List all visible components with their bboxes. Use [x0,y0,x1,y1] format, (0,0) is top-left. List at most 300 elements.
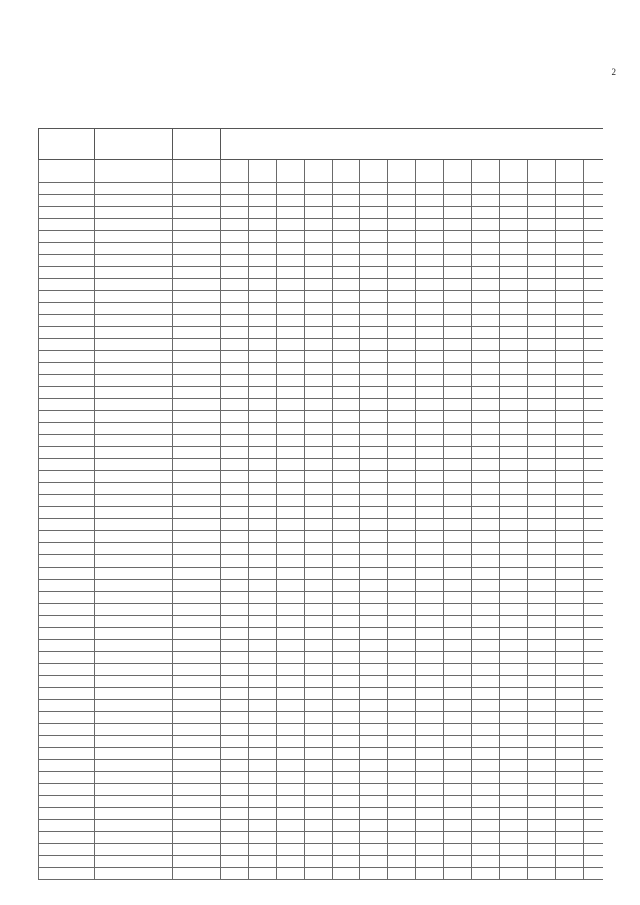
table-cell [332,207,360,219]
table-cell [527,483,555,495]
table-cell [95,279,173,291]
table-cell [248,735,276,747]
table-cell [416,615,444,627]
table-cell [499,783,527,795]
table-cell [248,303,276,315]
table-cell [527,291,555,303]
table-cell [416,675,444,687]
table-cell [527,183,555,195]
table-cell [221,555,249,567]
table-cell [248,579,276,591]
table-cell [39,255,95,267]
table-cell [555,351,583,363]
table-cell [276,579,304,591]
table-cell [416,339,444,351]
table-cell [444,519,472,531]
table-cell [95,555,173,567]
table-cell [360,495,388,507]
table-cell [276,591,304,603]
table-row [39,579,604,591]
table-cell [583,327,603,339]
table-cell [388,471,416,483]
table-cell [221,747,249,759]
table-cell [583,759,603,771]
table-row [39,843,604,855]
table-cell [444,315,472,327]
column-header-cell [248,160,276,183]
table-cell [304,687,332,699]
table-cell [388,291,416,303]
table-cell [248,831,276,843]
table-cell [472,711,500,723]
table-cell [444,579,472,591]
table-cell [39,555,95,567]
table-row [39,771,604,783]
table-cell [388,231,416,243]
table-cell [360,195,388,207]
table-cell [472,447,500,459]
table-cell [444,339,472,351]
table-row [39,459,604,471]
table-cell [472,483,500,495]
table-cell [221,447,249,459]
table-cell [248,783,276,795]
table-cell [173,795,221,807]
table-cell [248,183,276,195]
table-cell [248,195,276,207]
table-cell [444,783,472,795]
table-cell [332,435,360,447]
table-cell [95,591,173,603]
table-cell [499,603,527,615]
table-cell [221,267,249,279]
table-cell [276,747,304,759]
table-cell [583,615,603,627]
table-cell [304,255,332,267]
table-row [39,207,604,219]
table-cell [444,411,472,423]
table-row [39,543,604,555]
table-cell [416,423,444,435]
table-cell [416,567,444,579]
table-cell [360,735,388,747]
table-cell [39,279,95,291]
table-cell [360,327,388,339]
table-cell [332,735,360,747]
table-cell [360,399,388,411]
table-cell [304,231,332,243]
table-cell [173,411,221,423]
table-cell [95,363,173,375]
table-cell [173,855,221,867]
table-cell [472,663,500,675]
table-cell [555,663,583,675]
table-cell [276,855,304,867]
table-cell [248,819,276,831]
table-cell [555,315,583,327]
table-cell [499,267,527,279]
table-cell [95,663,173,675]
table-cell [360,759,388,771]
table-cell [221,195,249,207]
table-cell [527,675,555,687]
table-row [39,339,604,351]
table-cell [95,195,173,207]
table-cell [276,411,304,423]
table-row [39,759,604,771]
table-cell [388,495,416,507]
table-cell [555,207,583,219]
table-cell [444,255,472,267]
table-cell [173,519,221,531]
table-cell [276,351,304,363]
table-cell [39,303,95,315]
table-cell [472,471,500,483]
table-cell [555,639,583,651]
table-cell [499,651,527,663]
table-cell [248,507,276,519]
table-row [39,507,604,519]
table-cell [583,303,603,315]
table-cell [39,723,95,735]
table-cell [583,507,603,519]
table-row [39,567,604,579]
table-cell [276,543,304,555]
table-cell [583,663,603,675]
table-cell [388,759,416,771]
table-cell [388,591,416,603]
table-cell [221,459,249,471]
table-cell [248,519,276,531]
table-cell [248,615,276,627]
table-cell [332,783,360,795]
table-cell [583,747,603,759]
table-cell [360,339,388,351]
table-cell [555,867,583,879]
table-cell [304,495,332,507]
table-cell [499,795,527,807]
table-cell [332,471,360,483]
table-cell [388,615,416,627]
table-cell [276,603,304,615]
table-cell [276,735,304,747]
table-cell [304,399,332,411]
table-cell [95,639,173,651]
table-row [39,819,604,831]
table-cell [388,303,416,315]
table-cell [248,603,276,615]
table-cell [332,255,360,267]
table-cell [304,783,332,795]
table-cell [416,699,444,711]
table-cell [583,411,603,423]
table-cell [173,375,221,387]
table-cell [416,279,444,291]
table-cell [416,747,444,759]
table-cell [39,495,95,507]
table-cell [95,603,173,615]
table-cell [360,471,388,483]
table-cell [276,687,304,699]
table-cell [276,435,304,447]
table-cell [388,795,416,807]
table-cell [499,711,527,723]
table-cell [332,843,360,855]
table-cell [555,531,583,543]
rotated-table-scan [38,128,603,880]
table-cell [472,603,500,615]
table-cell [583,675,603,687]
table-cell [332,687,360,699]
table-cell [276,711,304,723]
table-cell [583,807,603,819]
table-cell [95,543,173,555]
table-cell [173,687,221,699]
table-cell [499,195,527,207]
table-row [39,483,604,495]
table-cell [221,291,249,303]
table-cell [527,687,555,699]
table-cell [360,351,388,363]
table-cell [444,219,472,231]
table-cell [527,327,555,339]
table-cell [95,711,173,723]
table-cell [332,363,360,375]
table-cell [173,711,221,723]
table-cell [304,747,332,759]
table-row [39,723,604,735]
table-cell [39,519,95,531]
table-cell [304,219,332,231]
table-cell [555,363,583,375]
table-cell [221,687,249,699]
table-cell [221,795,249,807]
table-cell [332,543,360,555]
table-cell [472,207,500,219]
table-cell [444,723,472,735]
table-cell [39,459,95,471]
table-cell [221,279,249,291]
table-cell [332,723,360,735]
table-cell [527,711,555,723]
table-cell [499,771,527,783]
table-cell [304,651,332,663]
table-cell [583,531,603,543]
table-cell [583,519,603,531]
table-cell [248,435,276,447]
table-cell [173,651,221,663]
table-cell [416,831,444,843]
table-cell [39,783,95,795]
table-cell [472,255,500,267]
table-cell [472,411,500,423]
table-cell [221,699,249,711]
table-cell [499,699,527,711]
table-cell [173,675,221,687]
table-cell [360,411,388,423]
table-cell [173,759,221,771]
table-cell [472,651,500,663]
table-cell [555,399,583,411]
table-cell [95,843,173,855]
table-cell [499,351,527,363]
table-cell [248,387,276,399]
table-cell [39,183,95,195]
table-cell [472,267,500,279]
table-cell [555,675,583,687]
table-cell [332,519,360,531]
table-cell [332,339,360,351]
table-cell [444,831,472,843]
table-cell [360,423,388,435]
table-cell [416,507,444,519]
table-cell [527,627,555,639]
table-cell [444,735,472,747]
header-cell [95,129,173,160]
table-cell [416,363,444,375]
table-cell [95,387,173,399]
table-cell [527,447,555,459]
table-cell [583,699,603,711]
table-column-header-row [39,160,604,183]
table-cell [95,327,173,339]
table-cell [95,351,173,363]
table-cell [39,735,95,747]
table-cell [221,363,249,375]
table-cell [416,231,444,243]
table-cell [304,375,332,387]
table-cell [39,447,95,459]
table-row [39,387,604,399]
table-cell [360,663,388,675]
table-cell [555,495,583,507]
table-cell [248,675,276,687]
table-cell [388,747,416,759]
header-cell [39,129,95,160]
table-cell [304,627,332,639]
table-cell [555,267,583,279]
table-cell [499,231,527,243]
table-cell [444,699,472,711]
table-cell [173,183,221,195]
column-header-cell [304,160,332,183]
table-cell [248,699,276,711]
table-cell [304,411,332,423]
table-cell [95,207,173,219]
table-cell [555,783,583,795]
table-cell [360,687,388,699]
column-header-cell [360,160,388,183]
table-cell [248,795,276,807]
table-cell [472,735,500,747]
header-span-cell [221,129,604,160]
table-cell [499,519,527,531]
table-cell [332,855,360,867]
table-cell [388,843,416,855]
table-cell [444,567,472,579]
table-cell [499,339,527,351]
table-cell [472,795,500,807]
table-cell [499,615,527,627]
table-cell [416,471,444,483]
table-row [39,735,604,747]
table-cell [416,327,444,339]
table-cell [221,507,249,519]
table-cell [555,423,583,435]
table-header-band [39,129,604,160]
table-cell [444,207,472,219]
table-cell [444,819,472,831]
table-cell [388,555,416,567]
table-cell [332,447,360,459]
table-cell [499,855,527,867]
table-cell [499,327,527,339]
table-cell [472,687,500,699]
table-cell [248,747,276,759]
table-cell [221,375,249,387]
table-cell [444,351,472,363]
table-cell [221,303,249,315]
table-cell [472,495,500,507]
table-cell [555,411,583,423]
table-cell [173,255,221,267]
table-cell [472,867,500,879]
table-cell [276,699,304,711]
table-cell [583,855,603,867]
table-cell [527,279,555,291]
table-cell [276,675,304,687]
table-cell [416,627,444,639]
table-cell [388,771,416,783]
table-cell [499,807,527,819]
table-cell [304,315,332,327]
table-cell [360,807,388,819]
table-cell [276,231,304,243]
table-cell [95,435,173,447]
table-cell [388,387,416,399]
table-cell [388,819,416,831]
table-cell [276,459,304,471]
table-cell [388,207,416,219]
table-row [39,603,604,615]
table-cell [304,735,332,747]
table-cell [555,483,583,495]
table-cell [527,231,555,243]
table-row [39,663,604,675]
table-cell [95,771,173,783]
table-cell [527,555,555,567]
table-cell [555,831,583,843]
table-cell [221,399,249,411]
table-cell [416,555,444,567]
table-cell [472,615,500,627]
table-cell [416,291,444,303]
table-cell [95,735,173,747]
table-cell [173,327,221,339]
table-row [39,471,604,483]
table-cell [332,531,360,543]
table-cell [527,567,555,579]
table-cell [472,591,500,603]
table-cell [173,531,221,543]
table-cell [527,351,555,363]
table-cell [248,531,276,543]
table-cell [388,399,416,411]
table-row [39,831,604,843]
table-cell [39,795,95,807]
table-cell [499,627,527,639]
table-cell [388,543,416,555]
